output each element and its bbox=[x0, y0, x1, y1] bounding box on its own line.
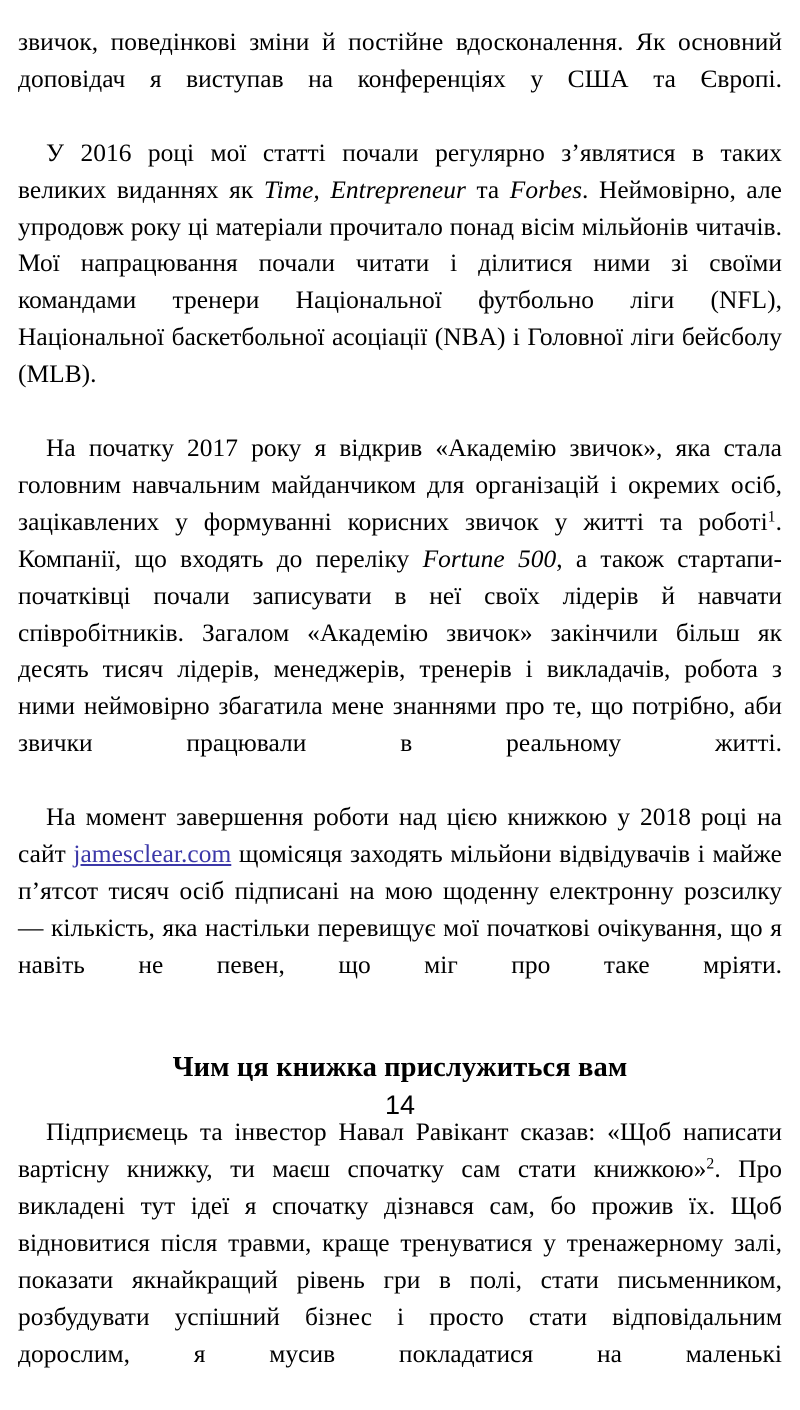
publication-names-time-entrepreneur: Time, Entrepreneur bbox=[263, 175, 466, 204]
footnote-marker-2: 2 bbox=[706, 1155, 715, 1173]
paragraph-4 bbox=[18, 799, 782, 1020]
paragraph-5-part-2: . Про викладені тут ідеї я спочатку дізнався сам, бо прожив їх. Щоб відновитися після травми, краще тренуватися у тренажерному залі, показати якнайкращий рівень гри в полі, стати письменником, розбудувати успішний бізнес і просто стати відповідальним дорослим, я мусив покладатися на маленькі bbox=[18, 1155, 783, 1368]
paragraph-3 bbox=[18, 430, 782, 799]
paragraph-2 bbox=[18, 135, 782, 430]
paragraph-4-part-1: На момент завершення роботи над цією книжкою у 2018 році на сайт bbox=[18, 803, 782, 868]
footnote-marker-1: 1 bbox=[767, 508, 776, 526]
paragraph-3-part-2: . Компанії, що входять до переліку bbox=[18, 507, 782, 573]
paragraph-2-part-2: та bbox=[465, 175, 510, 204]
paragraph-4-part-2: щомісяця заходять мільйони відвідувачів і майже п’ятсот тисяч осіб підписані на мою щоденну електронну розсилку — кількість, яка настільки перевищує мої початкові очікування, що я навіть не певен, що міг про таке мріяти. bbox=[18, 839, 782, 979]
list-name-fortune-500: Fortune 500 bbox=[422, 544, 557, 573]
section-heading: Чим ця книжка прислужиться вам bbox=[172, 1052, 628, 1084]
paragraph-continued bbox=[18, 24, 782, 135]
website-link-jamesclear[interactable]: jamesclear.com bbox=[73, 839, 232, 868]
paragraph-2-part-3: . Неймовірно, але упродовж року ці матеріали прочитало понад вісім мільйонів читачів. Мої напрацювання почали читати і ділитися ними зі своїми командами тренери Національної футбольно ліги (NFL), Національної баскетбольної асоціації (NBA) і Головної ліги бейсболу (MLB). bbox=[18, 175, 782, 389]
paragraph-3-part-3: , а також стартапи-початківці почали записувати в неї своїх лідерів й навчати співробітників. Загалом «Академію звичок» закінчили більш як десять тисяч лідерів, менеджерів, тренерів і викладачів, робота з ними неймовірно збагатила мене знаннями про те, що потрібно, аби звички працювали в реальному житті. bbox=[18, 544, 782, 758]
paragraph-5-part-1: Підприємець та інвестор Навал Равікант сказав: «Щоб написати вартісну книжку, ти маєш спочатку сам стати книжкою» bbox=[18, 1118, 782, 1184]
paragraph-1-text: звичок, поведінкові зміни й постійне вдосконалення. Як основний доповідач я виступав на конференціях у США та Європі. bbox=[18, 28, 782, 93]
paragraph-3-part-1: На початку 2017 року я відкрив «Академію звичок», яка стала головним навчальним майданчиком для організацій і окремих осіб, зацікавлених у формуванні корисних звичок у житті та роботі bbox=[18, 433, 782, 536]
page-number: 14 bbox=[384, 1090, 416, 1120]
publication-name-forbes: Forbes bbox=[509, 175, 583, 204]
paragraph-2-part-1: У 2016 році мої статті почали регулярно з’являтися в таких великих виданнях як bbox=[18, 138, 782, 204]
paragraph-5 bbox=[18, 1114, 782, 1409]
